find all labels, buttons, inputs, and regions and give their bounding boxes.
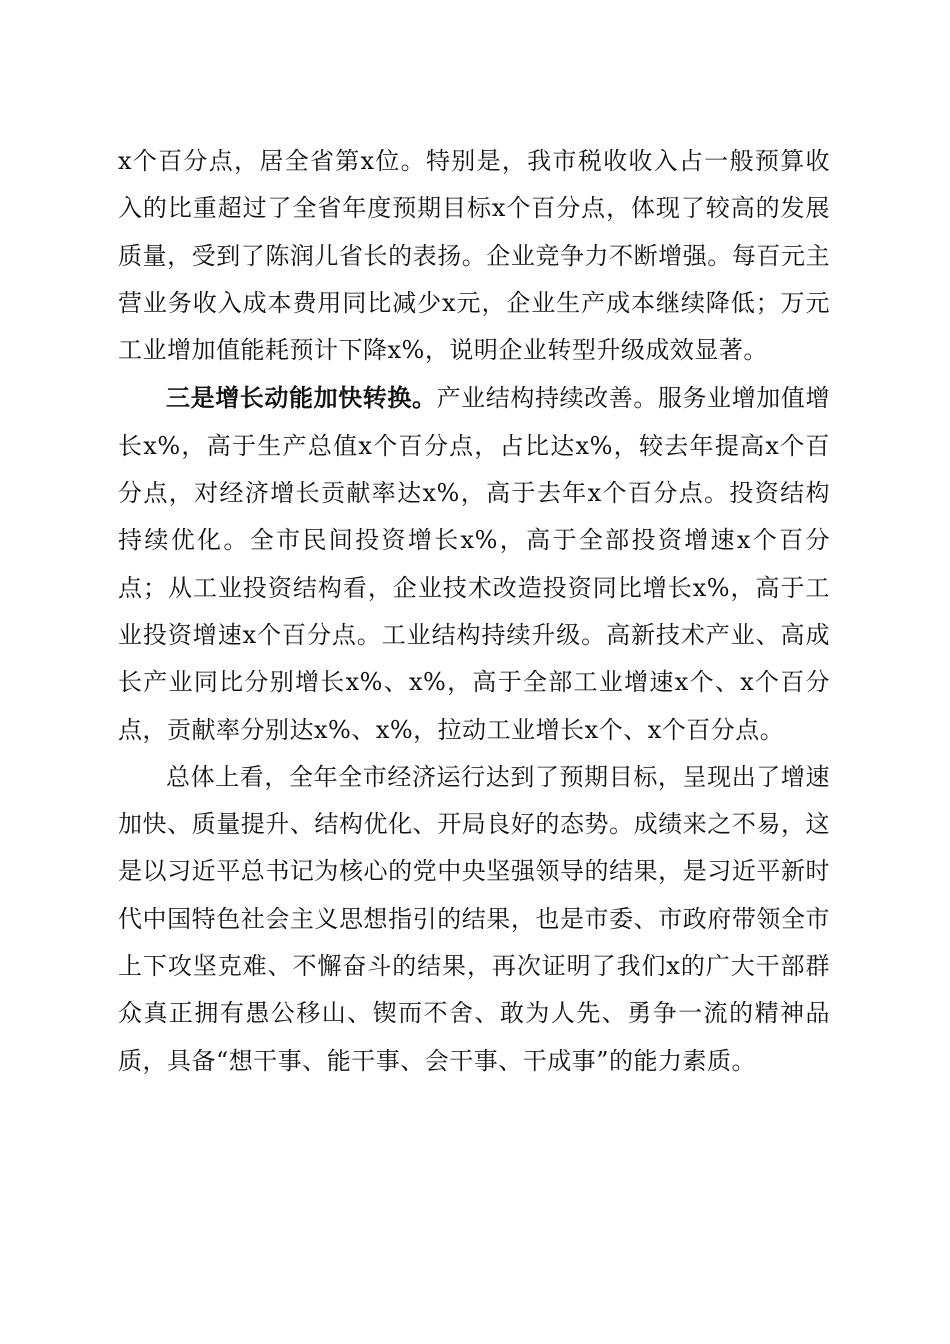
paragraph-summary [118,754,830,1085]
paragraph-growth-momentum [118,374,830,753]
paragraph-text: 总体上看，全年全市经济运行达到了预期目标，呈现出了增速加快、质量提升、结构优化、开局良好的态势。成绩来之不易，这是以习近平总书记为核心的党中央坚强领导的结果，是习近平新时代中国特色社会主义思想指引的结果，也是市委、市政府带领全市上下攻坚克难、不懈奋斗的结果，再次证明了我们x的广大干部群众真正拥有愚公移山、锲而不舍、敢为人先、勇争一流的精神品质，具备“想干事、能干事、会干事、干成事”的能力素质。 [118,762,830,1075]
paragraph-text: x个百分点，居全省第x位。特别是，我市税收收入占一般预算收入的比重超过了全省年度预期目标x个百分点，体现了较高的发展质量，受到了陈润儿省长的表扬。企业竞争力不断增强。每百元主营业务收入成本费用同比减少x元，企业生产成本继续降低；万元工业增加值能耗预计下降x%，说明企业转型升级成效显著。 [118,147,830,365]
paragraph-text: 产业结构持续改善。服务业增加值增长x%，高于生产总值x个百分点，占比达x%，较去年提高x个百分点，对经济增长贡献率达x%，高于去年x个百分点。投资结构持续优化。全市民间投资增长x%，高于全部投资增速x个百分点；从工业投资结构看，企业技术改造投资同比增长x%，高于工业投资增速x个百分点。工业结构持续升级。高新技术产业、高成长产业同比分别增长x%、x%，高于全部工业增速x个、x个百分点，贡献率分别达x%、x%，拉动工业增长x个、x个百分点。 [118,384,831,744]
paragraph-heading: 三是增长动能加快转换。 [166,383,437,413]
paragraph-continued [118,138,830,374]
document-body [118,138,830,1085]
